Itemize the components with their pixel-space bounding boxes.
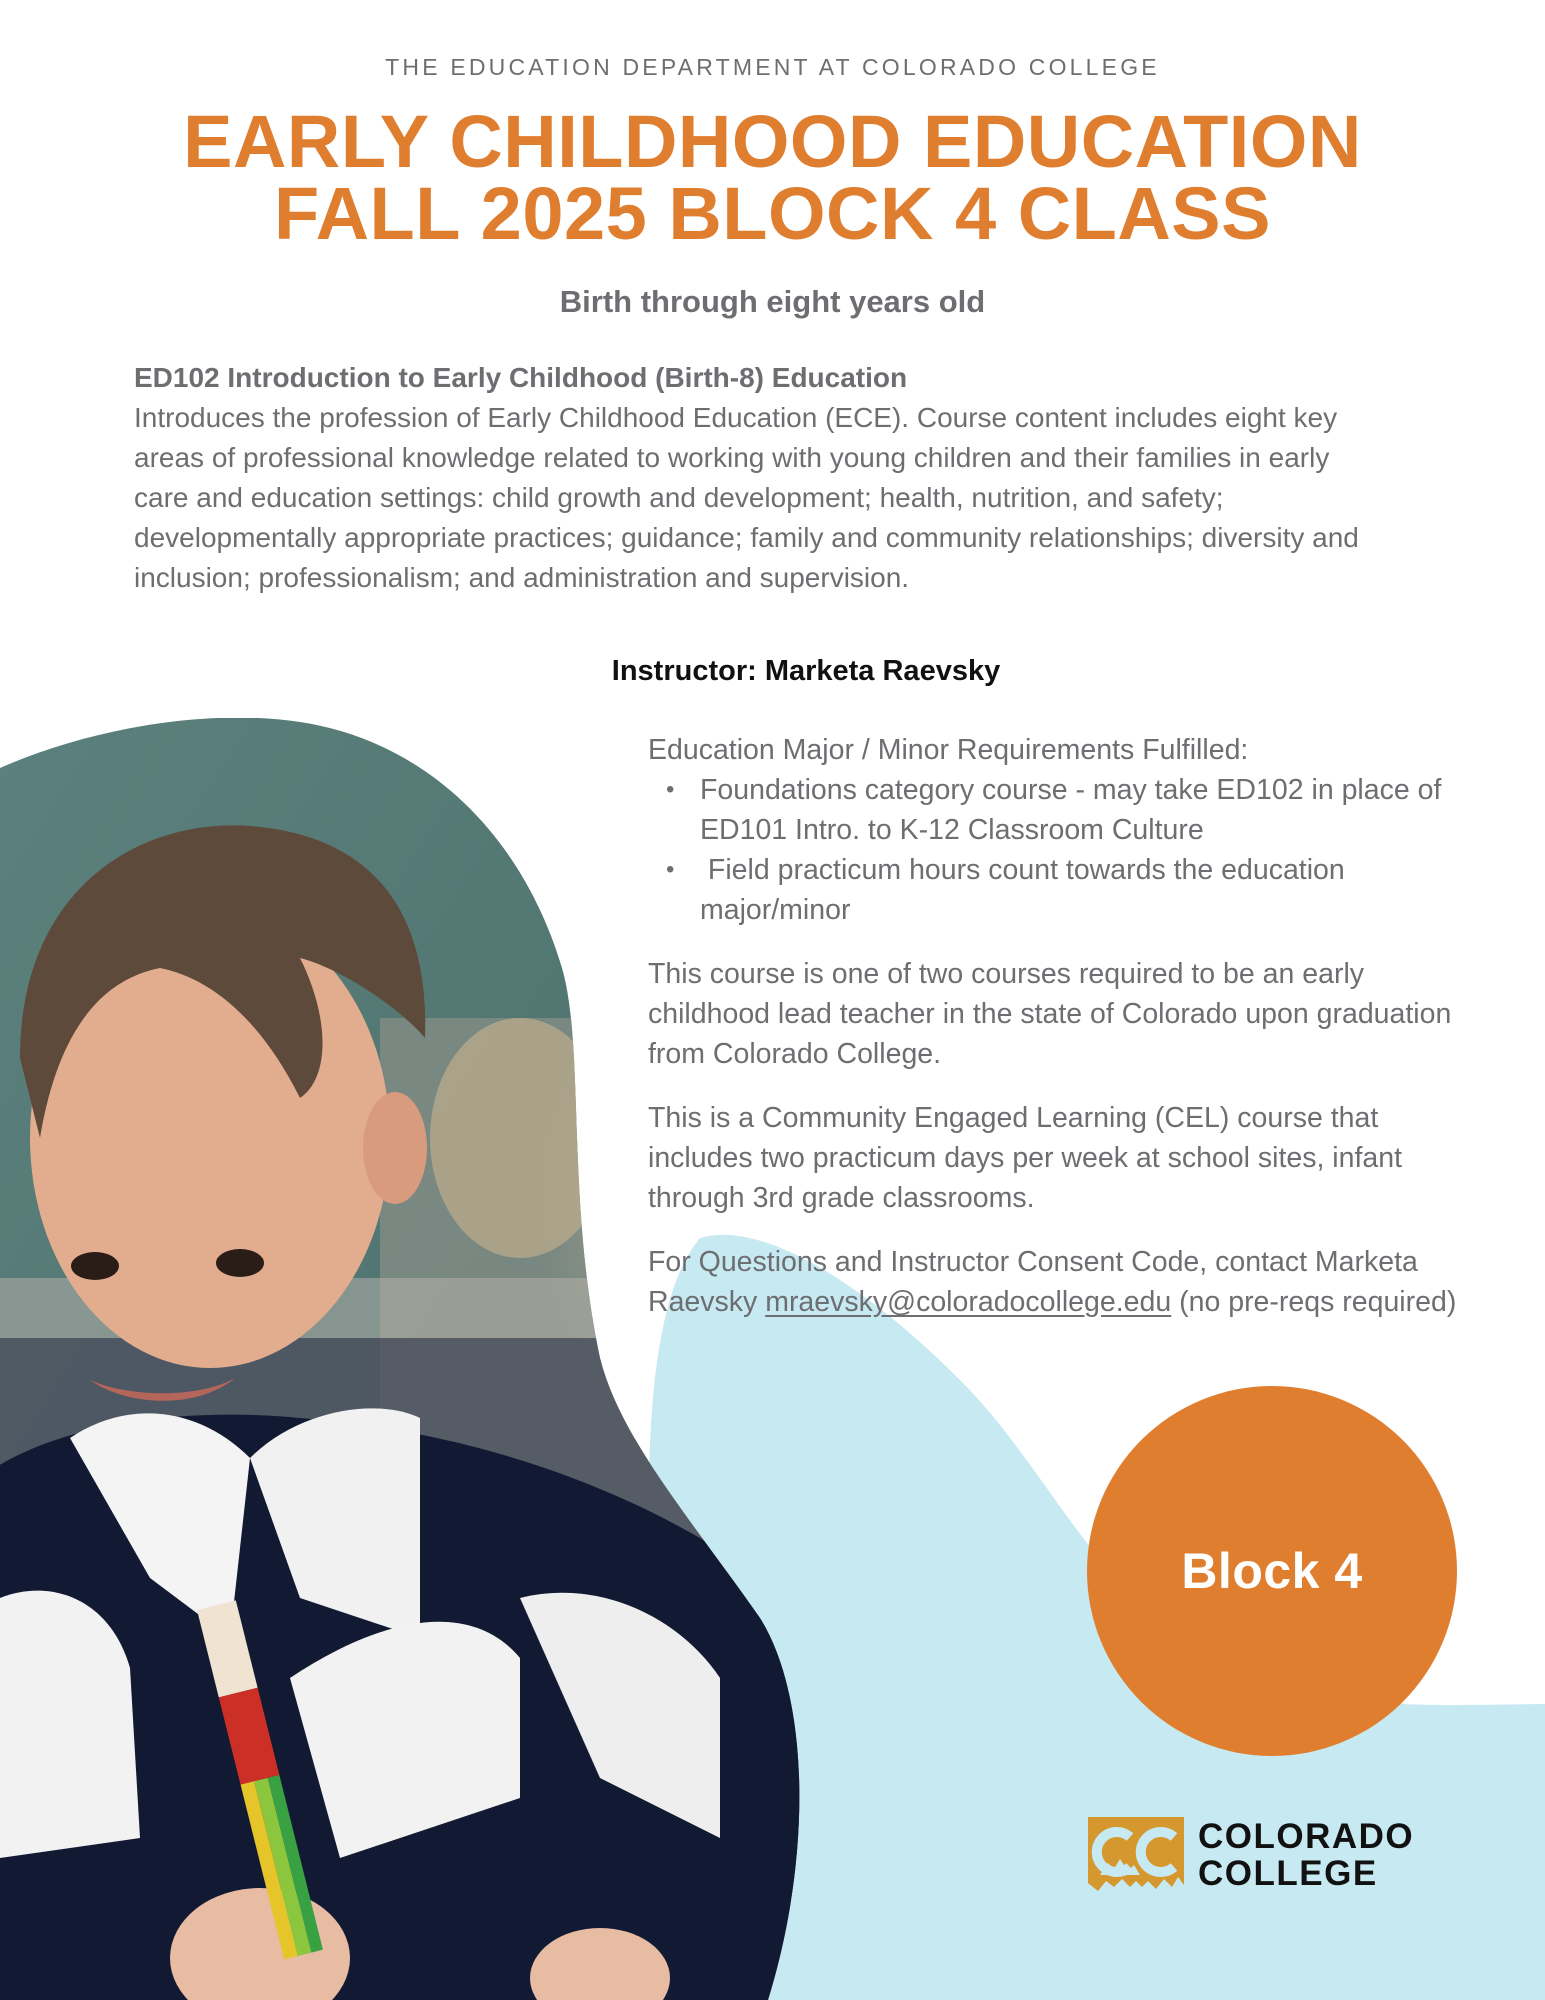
course-description: Introduces the profession of Early Childhood Education (ECE). Course content includes eight key areas of professional knowledge related to working with young children and their families in early care and education settings: child growth and development; health, nutrition, and safety; developmentally appropriate practices; guidance; family and community relationships; diversity and inclusion; professionalism; and administration and supervision. xyxy=(134,402,1359,593)
requirements-heading: Education Major / Minor Requirements Fulfilled: xyxy=(648,734,1249,766)
colorado-college-logo xyxy=(1086,1815,1414,1895)
bullet-icon: • xyxy=(666,776,675,803)
title-line-2: FALL 2025 BLOCK 4 CLASS xyxy=(273,172,1272,255)
title-line-1: EARLY CHILDHOOD EDUCATION xyxy=(183,100,1362,183)
course-description-section xyxy=(134,358,1364,598)
instructor-email-link[interactable]: mraevsky@coloradocollege.edu xyxy=(765,1286,1172,1318)
bullet-icon: • xyxy=(666,856,675,883)
cc-mountain-logo-icon xyxy=(1086,1815,1186,1895)
contact-paragraph xyxy=(648,1242,1458,1322)
requirement-text: Field practicum hours count towards the education major/minor xyxy=(700,854,1353,926)
requirement-item xyxy=(666,850,1458,930)
contact-suffix: (no pre-reqs required) xyxy=(1171,1286,1457,1318)
cel-paragraph: This is a Community Engaged Learning (CEL) course that includes two practicum days per week at school sites, infant through 3rd grade classrooms. xyxy=(648,1102,1403,1214)
block-badge xyxy=(1087,1386,1457,1756)
course-title: ED102 Introduction to Early Childhood (Birth-8) Education xyxy=(134,362,908,393)
page-title xyxy=(0,100,1545,255)
logo-line-2: COLLEGE xyxy=(1198,1854,1378,1893)
logo-wordmark xyxy=(1198,1818,1414,1892)
department-eyebrow: THE EDUCATION DEPARTMENT AT COLORADO COLLEGE xyxy=(385,54,1160,80)
course-details-column xyxy=(648,730,1458,1322)
instructor-name: Instructor: Marketa Raevsky xyxy=(611,655,1001,687)
requirement-item xyxy=(666,770,1458,850)
age-range-subtitle: Birth through eight years old xyxy=(559,284,986,319)
logo-line-1: COLORADO xyxy=(1198,1817,1415,1856)
block-badge-label: Block 4 xyxy=(1181,1543,1363,1599)
requirement-text: Foundations category course - may take ED102 in place of ED101 Intro. to K-12 Classroom Culture xyxy=(700,774,1442,846)
lead-teacher-paragraph: This course is one of two courses required to be an early childhood lead teacher in the state of Colorado upon graduation from Colorado College. xyxy=(648,958,1452,1070)
requirements-list xyxy=(648,770,1458,930)
contact-prefix: For Questions and Instructor Consent Code, contact Marketa Raevsky xyxy=(648,1246,1418,1318)
